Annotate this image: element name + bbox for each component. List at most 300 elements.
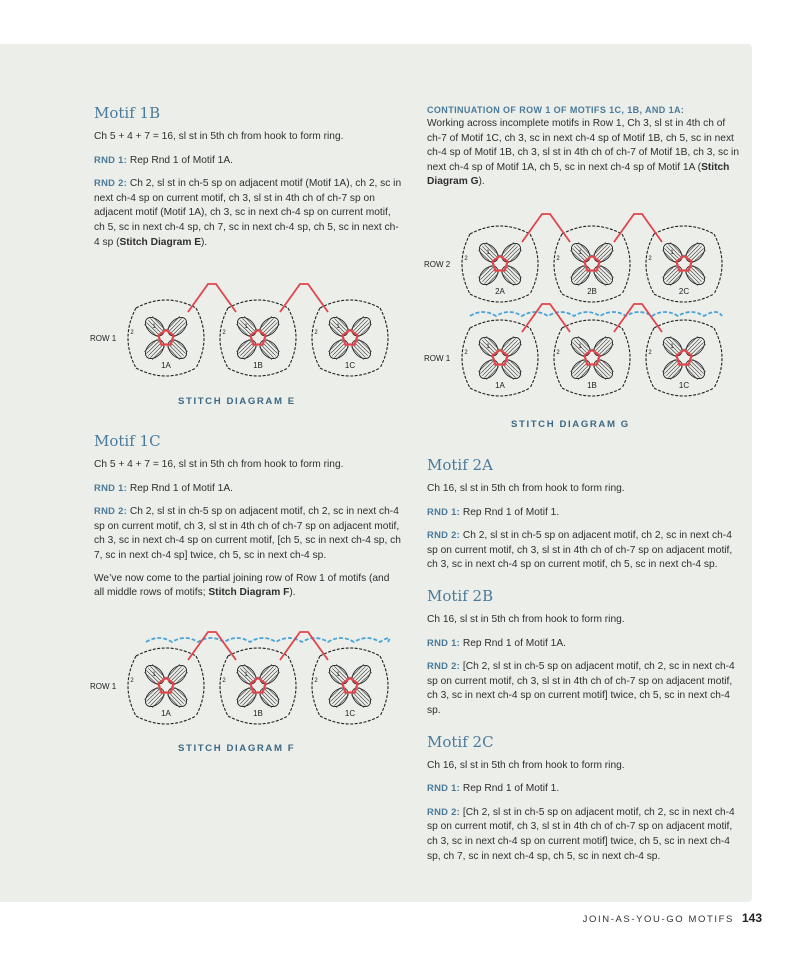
petal-stitch [175, 687, 188, 700]
petal-stitch [167, 664, 180, 677]
petal-stitch [244, 347, 257, 360]
petal-stitch [599, 267, 612, 280]
petal-stitch [150, 345, 163, 358]
chain-loop [654, 320, 714, 328]
ring-center [676, 350, 691, 365]
petal-stitch [167, 347, 180, 360]
petal-stitch [173, 341, 186, 354]
petal-stitch [171, 668, 184, 681]
petal-stitch [357, 341, 370, 354]
petal-stitch [261, 318, 274, 331]
page-number: 143 [741, 911, 762, 925]
chain-loop [196, 656, 204, 716]
motif-2c-rnd1 [427, 781, 741, 797]
petal-stitch [267, 672, 280, 685]
petal-stitch [242, 345, 255, 358]
chain-loop [530, 234, 538, 294]
rnd-label: RND 1: [427, 782, 461, 794]
petal-cluster [683, 263, 708, 288]
ring-center [584, 256, 599, 271]
motif-2b [554, 226, 630, 302]
petal-stitch [169, 318, 182, 331]
motif-label: 1A [161, 361, 171, 370]
petal-stitch [334, 345, 347, 358]
motif-1b-line1: Ch 5 + 4 + 7 = 16, sl st in 5th ch from hook to form ring. [94, 131, 344, 142]
round-number: 1 [486, 344, 490, 350]
row-label: ROW 1 [90, 682, 117, 691]
chain-loop [228, 300, 288, 308]
petal-stitch [238, 341, 251, 354]
round-number: 2 [556, 350, 560, 356]
rnd-text-end: ). [201, 236, 208, 248]
chain-loop [562, 226, 622, 234]
chain-loop [554, 328, 562, 388]
petal-stitch [595, 365, 608, 378]
petal-stitch [169, 693, 182, 706]
join-chain-red [522, 214, 570, 242]
petal-cluster [257, 337, 282, 362]
motif-1b-rnd1 [94, 153, 402, 169]
continuation-paragraph [427, 104, 741, 190]
left-column-lower [94, 432, 402, 609]
petal-stitch [259, 316, 272, 329]
motif-1b-title: Motif 1B [94, 104, 161, 122]
petal-stitch [503, 244, 516, 257]
petal-stitch [689, 246, 702, 259]
petal-cluster [591, 357, 616, 382]
petal-stitch [244, 695, 257, 708]
petal-stitch [169, 345, 182, 358]
petal-stitch [240, 691, 253, 704]
stitch-diagram-f-caption: STITCH DIAGRAM F [178, 743, 296, 754]
petal-cluster [349, 685, 374, 710]
petal-cluster [660, 357, 685, 382]
petal-stitch [599, 342, 612, 355]
petal-stitch [505, 246, 518, 259]
stitch-diagram-e [88, 282, 408, 386]
petal-stitch [501, 367, 514, 380]
rnd-label: RND 2: [94, 505, 128, 517]
motif-2c [646, 226, 722, 302]
petal-stitch [685, 242, 698, 255]
motif-1b [554, 320, 630, 396]
petal-stitch [507, 342, 520, 355]
chain-loop [380, 308, 388, 368]
motif-1c [312, 648, 388, 724]
round-number: 2 [222, 330, 226, 336]
motif-1c-rnd1 [94, 481, 402, 497]
petal-stitch [509, 359, 522, 372]
rnd-text: Rep Rnd 1 of Motif 1A. [460, 637, 566, 649]
petal-stitch [687, 338, 700, 351]
petal-stitch [144, 339, 157, 352]
chain-loop [470, 320, 530, 328]
stitch-diagram-g-caption: STITCH DIAGRAM G [511, 419, 630, 430]
rnd-label: RND 2: [427, 805, 461, 817]
petal-stitch [574, 269, 587, 282]
petal-stitch [482, 363, 495, 376]
petal-stitch [685, 367, 698, 380]
motif-1a [128, 648, 204, 724]
petal-stitch [175, 339, 188, 352]
rnd-label: RND 1: [94, 153, 128, 165]
petal-stitch [664, 267, 677, 280]
round-number: 2 [648, 350, 652, 356]
ring-center [492, 256, 507, 271]
petal-stitch [486, 273, 499, 286]
motif-label: 2B [587, 287, 597, 296]
row-label: ROW 1 [90, 334, 117, 343]
petal-stitch [503, 365, 516, 378]
petal-stitch [332, 691, 345, 704]
rnd-text: Rep Rnd 1 of Motif 1. [460, 783, 560, 795]
motif-2b-rnd2 [427, 659, 741, 718]
petal-stitch [480, 361, 493, 374]
chain-loop [136, 648, 196, 656]
note-text: We’ve now come to the partial joining row of Row 1 of motifs (and all middle rows of motifs; [94, 572, 390, 599]
join-row-blue [146, 638, 389, 642]
petal-cluster [591, 263, 616, 288]
petal-stitch [336, 347, 349, 360]
continuation-heading: CONTINUATION OF ROW 1 OF MOTIFS 1C, 1B, AND 1A: [427, 105, 685, 115]
rnd-label: RND 2: [427, 529, 461, 541]
petal-stitch [328, 339, 341, 352]
round-number: 2 [130, 678, 134, 684]
chain-loop [128, 656, 136, 716]
petal-stitch [152, 695, 165, 708]
chain-loop [288, 308, 296, 368]
petal-stitch [330, 341, 343, 354]
petal-cluster [591, 334, 616, 359]
petal-stitch [263, 668, 276, 681]
motif-2c-rnd2 [427, 805, 741, 864]
petal-cluster [683, 240, 708, 265]
petal-stitch [574, 363, 587, 376]
petal-cluster [165, 662, 190, 687]
petal-stitch [261, 666, 274, 679]
motif-2a-rnd2 [427, 528, 741, 573]
rnd-text: Rep Rnd 1 of Motif 1A. [127, 482, 233, 494]
motif-2a [462, 226, 538, 302]
motif-2c-line1: Ch 16, sl st in 5th ch from hook to form ring. [427, 759, 625, 771]
petal-stitch [570, 359, 583, 372]
chain-loop [530, 328, 538, 388]
petal-stitch [478, 265, 491, 278]
petal-cluster [326, 337, 351, 362]
petal-stitch [478, 359, 491, 372]
petal-stitch [146, 341, 159, 354]
ring-center [158, 330, 173, 345]
petal-stitch [351, 695, 364, 708]
petal-stitch [501, 336, 514, 349]
petal-stitch [666, 269, 679, 282]
petal-cluster [476, 263, 501, 288]
petal-stitch [169, 666, 182, 679]
chain-loop [554, 234, 562, 294]
chain-loop [462, 234, 470, 294]
motif-label: 2A [495, 287, 505, 296]
chain-loop [320, 648, 380, 656]
diagram-ref: Stitch Diagram F [208, 587, 290, 599]
continuation-text: Working across incomplete motifs in Row 1, Ch 3, sl st in 4th ch of ch-7 of Motif 1C, ch 3, sc in next ch-4 sp of Motif 1B, ch 5, sc in next ch-4 sp of Motif 1B, ch 3, sl st in 4th ch of ch-7 of Motif 1B, ch 3, sc in next ch-4 sp of Motif 1A, ch 5, sc in next ch-4 sp of Motif 1A ( [427, 118, 739, 173]
motif-1c [312, 300, 388, 376]
chain-loop [196, 308, 204, 368]
motif-label: 1A [161, 709, 171, 718]
petal-stitch [238, 689, 251, 702]
petal-stitch [267, 339, 280, 352]
petal-cluster [499, 263, 524, 288]
petal-stitch [357, 689, 370, 702]
petal-stitch [265, 341, 278, 354]
petal-stitch [507, 267, 520, 280]
chain-loop [136, 300, 196, 308]
petal-stitch [359, 324, 372, 337]
page-footer [583, 911, 762, 925]
petal-cluster [660, 263, 685, 288]
petal-stitch [578, 367, 591, 380]
petal-cluster [476, 357, 501, 382]
chain-loop [622, 328, 630, 388]
petal-stitch [597, 340, 610, 353]
motif-label: 1C [344, 361, 356, 370]
stitch-diagram-e-caption: STITCH DIAGRAM E [178, 396, 296, 407]
row-label: ROW 2 [424, 260, 451, 269]
petal-stitch [359, 339, 372, 352]
round-number: 1 [670, 250, 674, 256]
petal-stitch [236, 687, 249, 700]
petal-stitch [503, 338, 516, 351]
motif-1a [462, 320, 538, 396]
petal-stitch [501, 242, 514, 255]
left-column [94, 104, 402, 258]
petal-cluster [591, 240, 616, 265]
petal-stitch [664, 361, 677, 374]
petal-stitch [601, 250, 614, 263]
petal-stitch [689, 363, 702, 376]
petal-stitch [171, 320, 184, 333]
petal-stitch [265, 322, 278, 335]
petal-stitch [148, 343, 161, 356]
continuation-end: ). [478, 176, 485, 188]
petal-stitch [484, 365, 497, 378]
ring-center [584, 350, 599, 365]
ring-center [342, 330, 357, 345]
chain-loop [220, 308, 228, 368]
petal-stitch [670, 273, 683, 286]
petal-stitch [507, 361, 520, 374]
chain-loop [312, 308, 320, 368]
petal-cluster [349, 662, 374, 687]
petal-cluster [349, 337, 374, 362]
ring-center [342, 678, 357, 693]
diagram-ref: Stitch Diagram E [119, 236, 202, 248]
round-number: 1 [486, 250, 490, 256]
petal-stitch [171, 343, 184, 356]
ring-center [158, 678, 173, 693]
petal-stitch [693, 250, 706, 263]
stitch-diagram-g [422, 212, 744, 410]
petal-stitch [509, 265, 522, 278]
petal-stitch [261, 693, 274, 706]
motif-1b-rnd2 [94, 176, 402, 250]
petal-stitch [355, 691, 368, 704]
round-number: 1 [336, 672, 340, 678]
round-number: 1 [578, 250, 582, 256]
petal-stitch [668, 271, 681, 284]
rnd-label: RND 1: [427, 505, 461, 517]
chain-loop [562, 320, 622, 328]
note-end: ). [289, 587, 296, 599]
petal-stitch [351, 664, 364, 677]
motif-label: 2C [678, 287, 690, 296]
rnd-text: [Ch 2, sl st in ch-5 sp on adjacent motif, ch 2, sc in next ch-4 sp on current motif, ch 3, sl st in 4th ch of ch-7 sp on adjacent motif, ch 3, sc in next ch-4 sp on current motif] twice, ch 5, sc in next ch-4 sp, ch 7, sc in next ch-4 sp, ch 5, sc in next ch-4 sp. [427, 806, 735, 862]
petal-cluster [568, 357, 593, 382]
petal-stitch [355, 668, 368, 681]
petal-stitch [578, 273, 591, 286]
petal-stitch [597, 246, 610, 259]
chain-loop [228, 648, 288, 656]
petal-stitch [357, 670, 370, 683]
motif-1b [220, 300, 296, 376]
chain-loop [646, 328, 654, 388]
rnd-text: Ch 2, sl st in ch-5 sp on adjacent motif, ch 2, sc in next ch-4 sp on current motif, ch 3, sl st in 4th ch of ch-7 sp on adjacent motif, ch 3, sc in next ch-4 sp on current motif, ch 5, sc in next ch-4 sp. [427, 530, 733, 571]
petal-cluster [683, 334, 708, 359]
petal-stitch [685, 336, 698, 349]
rnd-text: Rep Rnd 1 of Motif 1. [460, 506, 560, 518]
petal-stitch [171, 691, 184, 704]
chain-loop [380, 656, 388, 716]
petal-stitch [595, 244, 608, 257]
round-number: 2 [314, 330, 318, 336]
round-number: 1 [152, 324, 156, 330]
petal-stitch [593, 336, 606, 349]
petal-stitch [353, 693, 366, 706]
ring-center [250, 330, 265, 345]
chain-loop [622, 234, 630, 294]
petal-stitch [173, 689, 186, 702]
petal-stitch [144, 687, 157, 700]
rnd-label: RND 1: [94, 481, 128, 493]
join-chain-red [614, 214, 662, 242]
chain-loop [220, 656, 228, 716]
chain-loop [646, 234, 654, 294]
petal-stitch [576, 365, 589, 378]
petal-stitch [482, 269, 495, 282]
petal-stitch [595, 338, 608, 351]
motif-label: 1B [587, 381, 597, 390]
petal-stitch [353, 345, 366, 358]
petal-stitch [601, 359, 614, 372]
round-number: 1 [244, 324, 248, 330]
petal-stitch [662, 359, 675, 372]
petal-stitch [150, 693, 163, 706]
petal-stitch [668, 365, 681, 378]
chain-loop [714, 328, 722, 388]
petal-stitch [263, 691, 276, 704]
petal-stitch [662, 265, 675, 278]
petal-stitch [685, 273, 698, 286]
petal-stitch [595, 271, 608, 284]
petal-stitch [501, 273, 514, 286]
petal-stitch [599, 361, 612, 374]
petal-cluster [499, 357, 524, 382]
motif-1c-rnd2 [94, 504, 402, 563]
motif-1a [128, 300, 204, 376]
petal-stitch [597, 363, 610, 376]
petal-cluster [234, 685, 259, 710]
petal-stitch [509, 250, 522, 263]
petal-stitch [599, 248, 612, 261]
petal-cluster [142, 337, 167, 362]
petal-stitch [666, 363, 679, 376]
petal-stitch [259, 664, 272, 677]
petal-stitch [687, 244, 700, 257]
chain-loop [714, 234, 722, 294]
petal-stitch [146, 689, 159, 702]
petal-stitch [572, 361, 585, 374]
petal-cluster [257, 662, 282, 687]
petal-stitch [689, 340, 702, 353]
petal-stitch [353, 666, 366, 679]
rnd-text: Ch 2, sl st in ch-5 sp on adjacent motif, ch 2, sc in next ch-4 sp on current motif, ch 3, sl st in 4th ch of ch-7 sp on adjacent motif, ch 3, sc in next ch-4 sp on current motif, [ch 5, sc in next ch-4 sp, ch 7, sc in next ch-4 sp] twice, ch 5, sc in next ch-4 sp. [94, 506, 401, 561]
petal-stitch [597, 269, 610, 282]
motif-label: 1C [344, 709, 356, 718]
petal-stitch [148, 691, 161, 704]
petal-stitch [259, 347, 272, 360]
chain-loop [288, 656, 296, 716]
motif-1c-title: Motif 1C [94, 432, 161, 450]
chain-loop [128, 308, 136, 368]
petal-stitch [175, 672, 188, 685]
chain-loop [462, 328, 470, 388]
motif-2a-line1: Ch 16, sl st in 5th ch from hook to form ring. [427, 483, 625, 494]
petal-stitch [267, 687, 280, 700]
petal-stitch [332, 343, 345, 356]
petal-stitch [576, 271, 589, 284]
chain-loop [320, 300, 380, 308]
motif-label: 1A [495, 381, 505, 390]
petal-stitch [173, 322, 186, 335]
petal-stitch [691, 267, 704, 280]
chain-loop [470, 226, 530, 234]
motif-2a-title: Motif 2A [427, 456, 493, 474]
round-number: 1 [578, 344, 582, 350]
motif-label: 1B [253, 361, 263, 370]
petal-cluster [257, 314, 282, 339]
petal-stitch [355, 320, 368, 333]
rnd-label: RND 2: [94, 177, 128, 189]
footer-section: JOIN-AS-YOU-GO MOTIFS [582, 914, 734, 925]
round-number: 2 [648, 256, 652, 262]
petal-stitch [507, 248, 520, 261]
petal-stitch [265, 670, 278, 683]
rnd-text: Rep Rnd 1 of Motif 1A. [127, 154, 233, 166]
motif-label: 1B [253, 709, 263, 718]
round-number: 2 [130, 330, 134, 336]
petal-cluster [165, 685, 190, 710]
petal-cluster [165, 314, 190, 339]
petal-cluster [165, 337, 190, 362]
petal-stitch [261, 345, 274, 358]
round-number: 1 [244, 672, 248, 678]
stitch-diagram-f [88, 628, 408, 732]
round-number: 2 [556, 256, 560, 262]
petal-stitch [242, 693, 255, 706]
petal-stitch [505, 363, 518, 376]
motif-1c-line1: Ch 5 + 4 + 7 = 16, sl st in 5th ch from hook to form ring. [94, 459, 344, 470]
petal-stitch [480, 267, 493, 280]
petal-stitch [691, 361, 704, 374]
